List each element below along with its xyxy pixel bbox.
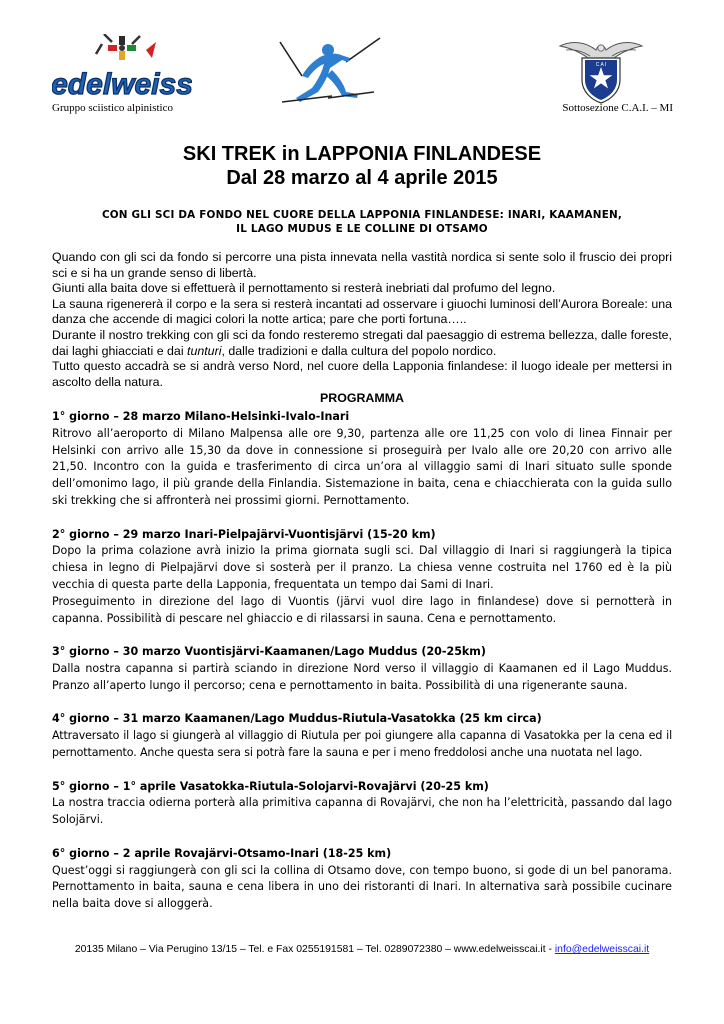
intro-paragraph: La sauna rigenererà il corpo e la sera si resterà incantati ad osservare i giuochi luminosi dell’Aurora Boreale: una danza che accende di magici colori la notte artica; pare che porti fortuna….. (52, 296, 672, 327)
day-text: Ritrovo all’aeroporto di Milano Malpensa alle ore 9,30, partenza alle ore 11,25 con volo di linea Finnair per Helsinki con arrivo alle 15,30 da dove in connessione si proseguirà per Ivalo alle ore 20,20 con arrivo alle 21,50. Incontro con la guida e trasferimento di circa un’ora al villaggio sami di Inari situato sulle sponde dell’omonimo lago, il più grande della Finlandia. Sistemazione in baita, cena e chiacchierata con la guida sullo ski trekking che si affronterà nei prossimi giorni. Pernottamento. (52, 426, 672, 507)
subtitle-line: CON GLI SCI DA FONDO NEL CUORE DELLA LAPPONIA FINLANDESE: INARI, KAAMANEN, (101, 209, 623, 221)
intro-text-part: , dalle tradizioni e dalla cultura del popolo nordico. (221, 343, 497, 358)
day-title: 6° giorno – 2 aprile Rovajärvi-Otsamo-Inari (18-25 km) (52, 846, 392, 860)
svg-text:C A I: C A I (595, 62, 607, 68)
right-caption: Sottosezione C.A.I. – MI (562, 102, 673, 114)
program-heading: PROGRAMMA (320, 391, 404, 405)
intro-paragraph: Quando con gli sci da fondo si percorre una pista innevata nella vastità nordica si sente solo il fruscio dei propri sci e si ha un grande senso di libertà. (52, 250, 672, 280)
day-section (52, 527, 672, 628)
skier-logo (262, 36, 382, 106)
footer (0, 944, 724, 955)
intro-paragraph (52, 328, 672, 359)
day-section (52, 711, 672, 761)
page-title: SKI TREK in LAPPONIA FINLANDESE (182, 143, 542, 165)
day-section (52, 409, 672, 510)
cai-logo (558, 36, 644, 104)
page-dates: Dal 28 marzo al 4 aprile 2015 (226, 167, 498, 189)
intro-italic-word: tunturi (187, 343, 222, 358)
day-text: Attraversato il lago si giungerà al villaggio di Riutula per poi giungere alla capanna di Vasatokka per la cena ed il pernottamento. Anche questa sera si potrà fare la sauna e per i meno freddolosi anche una nuotata nel lago. (52, 729, 672, 759)
day-text: Dalla nostra capanna si partirà sciando in direzione Nord verso il villaggio di Kaamanen ed il Lago Muddus. Pranzo all’aperto lungo il percorso; cena e pernottamento in baita. Possibilità di una rigenerante sauna. (52, 661, 672, 692)
intro-paragraph: Giunti alla baita dove si effettuerà il pernottamento si resterà inebriati dal profumo del legno. (52, 281, 556, 296)
day-section (52, 779, 672, 829)
day-text: La nostra traccia odierna porterà alla primitiva capanna di Rovajärvi, che non ha l’elettricità, passando dal lago Solojärvi. (52, 796, 672, 827)
cai-eagle-star-icon (558, 36, 644, 104)
footer-email-link[interactable]: info@edelweisscai.it (554, 944, 650, 955)
intro-text-part: Durante il nostro trekking con gli sci da fondo resteremo stregati dal paesaggio di estrema bellezza, dalle foreste, dai laghi ghiacciati e dai (52, 327, 672, 358)
edelweiss-logo (52, 34, 192, 102)
day-text: Dopo la prima colazione avrà inizio la prima giornata sugli sci. Dal villaggio di Inari si raggiungerà la tipica chiesa in legno di Pielpajärvi dove si sosterà per il pranzo. La chiesa venne costruita nel 1760 ed è la più vecchia di questa parte della Lapponia, frequentata un tempo dai Sami di Inari. (52, 544, 672, 591)
day-title: 3° giorno – 30 marzo Vuontisjärvi-Kaamanen/Lago Muddus (20-25km) (52, 645, 486, 659)
program-days (52, 409, 672, 930)
day-title: 4° giorno – 31 marzo Kaamanen/Lago Muddus-Riutula-Vasatokka (25 km circa) (52, 712, 542, 726)
day-text: Quest’oggi si raggiungerà con gli sci la collina di Otsamo dove, con tempo buono, si gode di un bel panorama. Pernottamento in baita, sauna e cena libera in uno dei ristoranti di Inari. In alternativa sarà possibile cucinare nella baita dove si alloggerà. (52, 863, 672, 911)
day-title: 5° giorno – 1° aprile Vasatokka-Riutula-Solojarvi-Rovajärvi (20-25 km) (52, 779, 489, 793)
day-title: 1° giorno – 28 marzo Milano-Helsinki-Ivalo-Inari (52, 410, 350, 423)
subtitle-line: IL LAGO MUDUS E LE COLLINE DI OTSAMO (236, 223, 488, 235)
intro-paragraph: Tutto questo accadrà se si andrà verso Nord, nel cuore della Lapponia finlandese: il luogo ideale per mettersi in ascolto della natura. (52, 359, 672, 389)
footer-address: 20135 Milano – Via Perugino 13/15 – Tel. e Fax 0255191581 – Tel. 0289072380 – www.edelweisscai.it - (74, 944, 555, 955)
day-section (52, 644, 672, 694)
subtitle (52, 208, 672, 236)
intro-text (52, 250, 672, 390)
left-caption: Gruppo sciistico alpinistico (52, 102, 173, 114)
svg-text:edelweiss: edelweiss (52, 68, 192, 101)
cross-country-skier-icon (262, 36, 382, 106)
day-section (52, 846, 672, 913)
edelweiss-flower-icon (52, 34, 192, 102)
day-text: Proseguimento in direzione del lago di Vuontis (järvi vuol dire lago in finlandese) dove si pernotterà in capanna. Possibilità di pescare nel ghiaccio e di rilassarsi in sauna. Cena e pernottamento. (52, 594, 672, 625)
day-title: 2° giorno – 29 marzo Inari-Pielpajärvi-Vuontisjärvi (15-20 km) (52, 527, 436, 541)
